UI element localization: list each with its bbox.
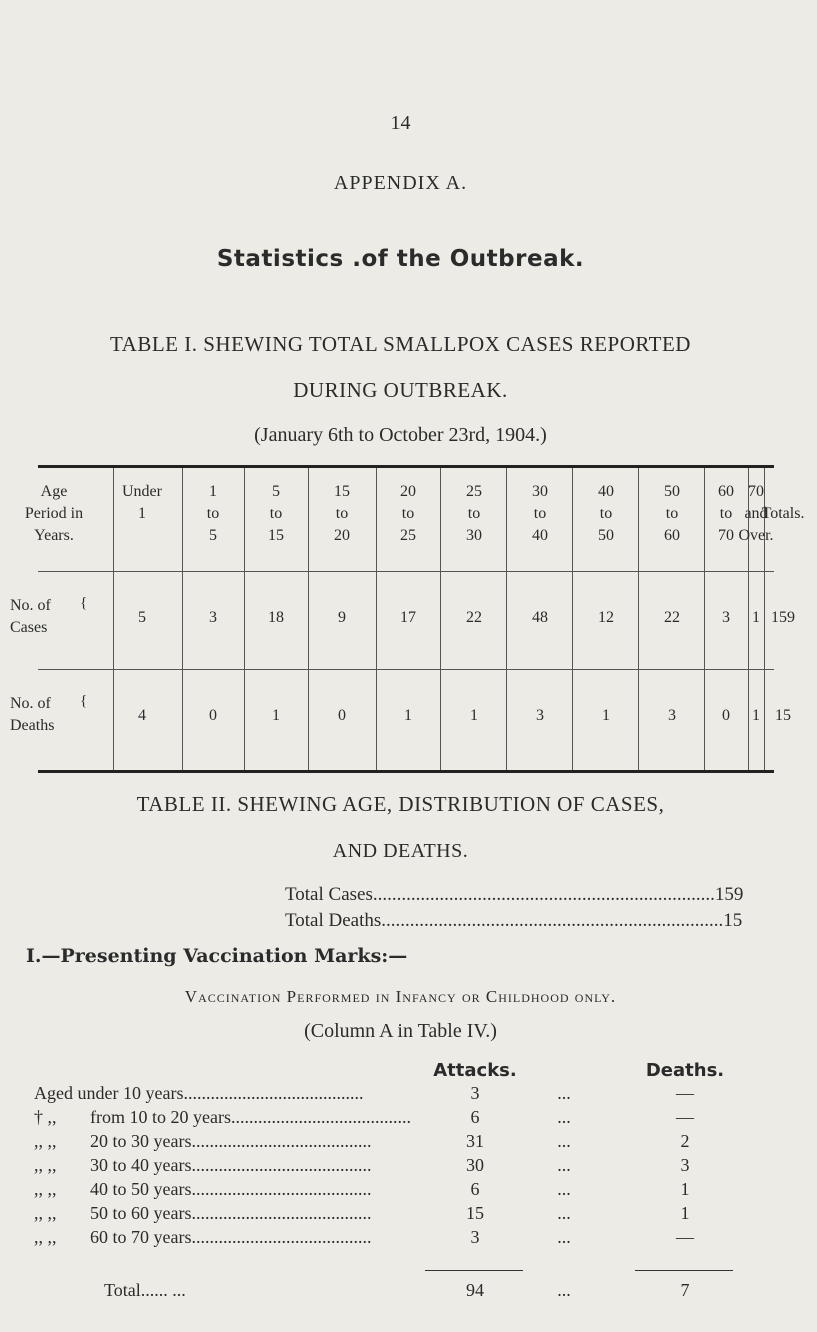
- column-header-line: 20: [400, 483, 416, 500]
- column-header: [506, 481, 574, 547]
- column-header-line: 30: [532, 483, 548, 500]
- column-header-line: Totals.: [761, 505, 805, 522]
- column-header-line: 25: [466, 483, 482, 500]
- column-header-line: to: [719, 505, 733, 522]
- cases-value: 3: [722, 609, 730, 626]
- cases-value: 22: [466, 609, 482, 626]
- stub-header-line2: Period in: [24, 505, 84, 522]
- age-range-text: from 10 to 20 years: [90, 1107, 231, 1127]
- deaths-value: —: [676, 1227, 694, 1247]
- deaths-value: 15: [775, 707, 791, 724]
- ellipsis: ...: [557, 1107, 571, 1127]
- table-row: [34, 1155, 734, 1179]
- table-row: [34, 1131, 734, 1155]
- column-header-line: 1: [209, 483, 217, 500]
- age-range-text: Aged under 10 years: [34, 1083, 184, 1103]
- ditto-marks: ,, ,,: [34, 1227, 57, 1247]
- page-number: 14: [390, 112, 411, 134]
- total-label-text: Total: [104, 1280, 141, 1300]
- cases-value: 5: [138, 609, 146, 626]
- column-note: (Column A in Table IV.): [304, 1020, 497, 1042]
- table-bottom-rule: [38, 770, 774, 773]
- column-header-line: [108, 525, 176, 547]
- deaths-value: 4: [138, 707, 146, 724]
- appendix-label: APPENDIX A.: [333, 172, 468, 194]
- column-header-line: to: [269, 505, 283, 522]
- column-header-line: 40: [532, 527, 548, 544]
- column-header-line: to: [599, 505, 613, 522]
- column-header-line: to: [401, 505, 415, 522]
- column-header-line: 5: [209, 527, 217, 544]
- attacks-value: 3: [470, 1083, 480, 1103]
- table-row: [34, 1203, 734, 1227]
- deaths-value: —: [676, 1107, 694, 1127]
- deaths-value: 0: [722, 707, 730, 724]
- deaths-value: 1: [272, 707, 280, 724]
- age-range-label: [90, 1203, 450, 1224]
- column-header-line: 40: [598, 483, 614, 500]
- ditto-marks: ,, ,,: [34, 1155, 57, 1175]
- attacks-sum-line: [425, 1270, 523, 1271]
- column-header-line: 20: [334, 527, 350, 544]
- total-row: [34, 1280, 734, 1304]
- stub-header-line3: Years.: [34, 527, 74, 544]
- column-header-line: 70: [718, 527, 734, 544]
- leader-dots: ........................................: [191, 1131, 372, 1151]
- cases-value: 22: [664, 609, 680, 626]
- cases-value: 18: [268, 609, 284, 626]
- column-header-line: [749, 525, 817, 547]
- column-header-line: 60: [664, 527, 680, 544]
- column-header-line: Under: [122, 483, 162, 500]
- row-label-deaths-line1: No. of: [10, 695, 51, 712]
- total-deaths: 7: [680, 1280, 690, 1300]
- column-header-line: [749, 481, 817, 503]
- deaths-value: 2: [680, 1131, 690, 1151]
- leader-dots: ........................................: [191, 1203, 372, 1223]
- brace-glyph: {: [80, 595, 88, 611]
- cases-value: 48: [532, 609, 548, 626]
- row-label-deaths-line2: Deaths: [10, 717, 55, 734]
- deaths-value: 1: [752, 707, 760, 724]
- row-label-cases-line1: No. of: [10, 597, 51, 614]
- column-header: [440, 481, 508, 547]
- table2-title-line2: AND DEATHS.: [332, 840, 469, 862]
- attacks-value: 6: [470, 1107, 480, 1127]
- column-header-line: to: [533, 505, 547, 522]
- column-header-line: 50: [664, 483, 680, 500]
- leader-dots: ........................................: [183, 1083, 364, 1103]
- total-cases-label: Total Cases: [285, 884, 373, 905]
- attacks-value: 31: [466, 1131, 484, 1151]
- column-header-line: and: [744, 505, 768, 522]
- column-header: [108, 481, 176, 547]
- cases-value: 9: [338, 609, 346, 626]
- column-header-line: to: [467, 505, 481, 522]
- ditto-marks: † ,,: [34, 1107, 57, 1127]
- total-cases-value: 159: [714, 884, 744, 905]
- table1-title-line2: DURING OUTBREAK.: [293, 378, 508, 402]
- deaths-value: —: [676, 1083, 694, 1103]
- cases-value: 159: [771, 609, 795, 626]
- ellipsis: ...: [557, 1203, 571, 1223]
- deaths-value: 3: [668, 707, 676, 724]
- ditto-marks: ,, ,,: [34, 1179, 57, 1199]
- brace-glyph: {: [80, 693, 88, 709]
- attacks-value: 15: [466, 1203, 484, 1223]
- row-label-cases: [10, 595, 90, 639]
- column-header: [749, 481, 817, 547]
- deaths-value: 1: [470, 707, 478, 724]
- column-header-line: 1: [138, 505, 146, 522]
- attacks-header: Attacks.: [433, 1060, 517, 1081]
- total-cases-row: [285, 884, 744, 906]
- total-label: Total...... ...: [104, 1280, 186, 1300]
- age-range-label: [90, 1131, 450, 1152]
- column-header-line: 15: [268, 527, 284, 544]
- deaths-value: 3: [536, 707, 544, 724]
- column-header: [572, 481, 640, 547]
- age-range-label: [90, 1107, 450, 1128]
- leader-dots: ........................................: [191, 1179, 372, 1199]
- ditto-marks: ,, ,,: [34, 1203, 57, 1223]
- deaths-value: 1: [680, 1179, 690, 1199]
- deaths-value: 0: [338, 707, 346, 724]
- leader-dots: ........................................................................: [381, 910, 724, 931]
- row-label-cases-line2: Cases: [10, 619, 48, 636]
- total-attacks: 94: [466, 1280, 484, 1300]
- deaths-header: Deaths.: [645, 1060, 725, 1081]
- cases-value: 1: [752, 609, 760, 626]
- attacks-value: 6: [470, 1179, 480, 1199]
- table-row: [34, 1107, 734, 1131]
- age-range-text: 40 to 50 years: [90, 1179, 192, 1199]
- column-header: [308, 481, 376, 547]
- total-deaths-label: Total Deaths: [285, 910, 382, 931]
- column-header: [242, 481, 310, 547]
- deaths-value: 1: [680, 1203, 690, 1223]
- age-range-text: 50 to 60 years: [90, 1203, 192, 1223]
- column-header-line: to: [206, 505, 220, 522]
- page-heading: Statistics .of the Outbreak.: [216, 246, 585, 272]
- ellipsis: ...: [557, 1131, 571, 1151]
- deaths-value: 3: [680, 1155, 690, 1175]
- leader-dots: ........................................................................: [372, 884, 715, 905]
- deaths-value: 1: [602, 707, 610, 724]
- ellipsis: ...: [557, 1155, 571, 1175]
- table2-title-line1: TABLE II. SHEWING AGE, DISTRIBUTION OF CASES,: [136, 792, 665, 816]
- attacks-value: 3: [470, 1227, 480, 1247]
- column-header-line: 50: [598, 527, 614, 544]
- column-header-line: to: [665, 505, 679, 522]
- age-range-label: [90, 1179, 450, 1200]
- row-label-deaths: [10, 693, 90, 737]
- deaths-sum-line: [635, 1270, 733, 1271]
- ellipsis: ...: [557, 1227, 571, 1247]
- column-header-line: Over.: [738, 527, 774, 544]
- column-header-line: 25: [400, 527, 416, 544]
- leader-dots: ........................................: [191, 1155, 372, 1175]
- column-header-line: 15: [334, 483, 350, 500]
- column-header: [179, 481, 247, 547]
- table-row: [34, 1083, 734, 1107]
- leader-dots: ........................................: [230, 1107, 411, 1127]
- table-row: [34, 1227, 734, 1251]
- deaths-value: 1: [404, 707, 412, 724]
- column-header-line: 5: [272, 483, 280, 500]
- age-range-label: [90, 1227, 450, 1248]
- ellipsis: ...: [557, 1280, 571, 1300]
- attacks-value: 30: [466, 1155, 484, 1175]
- table-header-divider: [38, 571, 774, 572]
- age-range-text: 60 to 70 years: [90, 1227, 192, 1247]
- column-header-line: 70: [748, 483, 764, 500]
- ellipsis: ...: [557, 1083, 571, 1103]
- age-range-text: 30 to 40 years: [90, 1155, 192, 1175]
- table-row: [34, 1179, 734, 1203]
- table-row-divider: [38, 669, 774, 670]
- total-deaths-value: 15: [723, 910, 743, 931]
- table1-date-range: (January 6th to October 23rd, 1904.): [254, 424, 547, 446]
- ditto-marks: ,, ,,: [34, 1131, 57, 1151]
- deaths-value: 0: [209, 707, 217, 724]
- column-header-line: 60: [718, 483, 734, 500]
- table-top-rule: [38, 465, 774, 468]
- column-header-line: to: [335, 505, 349, 522]
- stub-header-line1: Age: [40, 483, 68, 500]
- table1-title-line1: TABLE I. SHEWING TOTAL SMALLPOX CASES REPORTED: [110, 332, 691, 356]
- column-header-line: 30: [466, 527, 482, 544]
- cases-value: 3: [209, 609, 217, 626]
- leader-dots: ........................................: [191, 1227, 372, 1247]
- total-deaths-row: [285, 910, 743, 932]
- age-range-label: [34, 1083, 450, 1104]
- cases-value: 17: [400, 609, 416, 626]
- section-subheading: Vaccination Performed in Infancy or Childhood only.: [184, 987, 617, 1006]
- age-range-text: 20 to 30 years: [90, 1131, 192, 1151]
- cases-value: 12: [598, 609, 614, 626]
- ellipsis: ...: [557, 1179, 571, 1199]
- section-heading: I.—Presenting Vaccination Marks:—: [26, 945, 408, 967]
- age-range-label: [90, 1155, 450, 1176]
- column-header: [374, 481, 442, 547]
- stub-header: [8, 481, 100, 547]
